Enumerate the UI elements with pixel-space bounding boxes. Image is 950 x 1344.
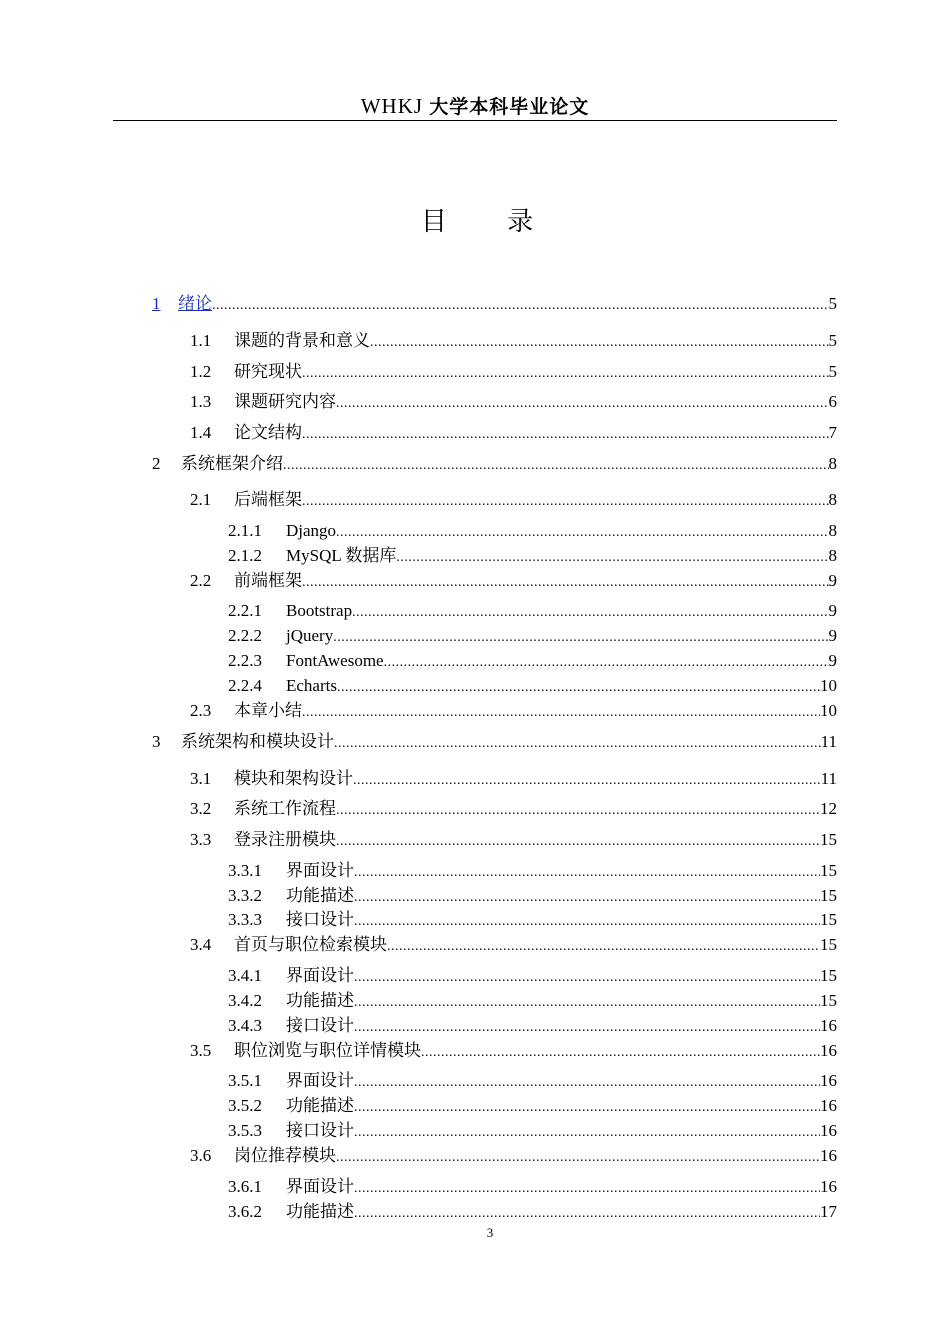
toc-entry-3-4-3[interactable] <box>228 1015 837 1037</box>
toc-entry-page: 15 <box>820 861 837 880</box>
dot-leader <box>387 936 820 958</box>
toc-entry-title: 首页与职位检索模块 <box>234 935 387 954</box>
dot-leader <box>336 831 820 853</box>
toc-entry-2-2-2[interactable] <box>228 625 837 647</box>
toc-entry-title: Echarts <box>286 676 337 695</box>
dot-leader <box>353 770 821 792</box>
dot-leader <box>370 332 829 354</box>
toc-entry-2-1-2[interactable] <box>228 545 837 567</box>
toc-entry-page: 7 <box>828 423 837 442</box>
toc-entry-1-4[interactable] <box>190 422 837 444</box>
toc-entry-3-3-1[interactable] <box>228 860 837 882</box>
toc-entry-title: 论文结构 <box>234 423 302 442</box>
toc-entry-page: 5 <box>828 331 837 350</box>
toc-entry-number: 3.3.3 <box>228 910 262 929</box>
toc-entry-number: 3.4.1 <box>228 966 262 985</box>
dot-leader <box>302 572 829 594</box>
toc-entry-number: 2.1 <box>190 490 212 509</box>
toc-entry-title: 后端框架 <box>234 490 302 509</box>
toc-entry-title: 界面设计 <box>286 1071 354 1090</box>
toc-entry-page: 9 <box>828 651 837 670</box>
dot-leader <box>302 702 820 724</box>
toc-entry-title: 前端框架 <box>234 571 302 590</box>
toc-entry-title: FontAwesome <box>286 651 384 670</box>
toc-entry-page: 16 <box>820 1041 837 1060</box>
toc-entry-title: 功能描述 <box>286 991 354 1010</box>
toc-entry-title: 界面设计 <box>286 966 354 985</box>
dot-leader <box>336 522 828 544</box>
toc-entry-3-5-2[interactable] <box>228 1095 837 1117</box>
dot-leader <box>354 1017 820 1039</box>
toc-entry-3-3-2[interactable] <box>228 885 837 907</box>
toc-entry-title: 界面设计 <box>286 1177 354 1196</box>
toc-entry-3-6-1[interactable] <box>228 1176 837 1198</box>
toc-entry-number: 3.2 <box>190 799 212 818</box>
toc-entry-3-3[interactable] <box>190 829 837 851</box>
toc-entry-page: 16 <box>820 1146 837 1165</box>
toc-entry-title[interactable]: 绪论 <box>178 294 212 313</box>
toc-entry-title: 登录注册模块 <box>234 830 336 849</box>
toc-entry-2-1-1[interactable] <box>228 520 837 542</box>
dot-leader <box>336 393 829 415</box>
toc-entry-page: 5 <box>828 294 837 313</box>
dot-leader <box>283 455 829 477</box>
toc-entry-2-2-3[interactable] <box>228 650 837 672</box>
dot-leader <box>354 1072 820 1094</box>
dot-leader <box>302 424 829 446</box>
toc-entry-title: Bootstrap <box>286 601 353 620</box>
toc-entry-number: 2.1.1 <box>228 521 262 540</box>
toc-entry-title: 课题研究内容 <box>234 392 336 411</box>
toc-entry-title: 系统架构和模块设计 <box>181 732 334 751</box>
toc-entry-2[interactable] <box>152 453 837 475</box>
toc-entry-3-4-2[interactable] <box>228 990 837 1012</box>
toc-entry-page: 10 <box>820 676 837 695</box>
toc-entry-page: 15 <box>820 935 837 954</box>
dot-leader <box>333 627 828 649</box>
toc-entry-number: 3.3.2 <box>228 886 262 905</box>
dot-leader <box>212 295 829 317</box>
toc-entry-page: 16 <box>820 1177 837 1196</box>
toc-entry-page: 8 <box>828 546 837 565</box>
dot-leader <box>384 652 829 674</box>
toc-entry-3-4-1[interactable] <box>228 965 837 987</box>
toc-entry-title: 研究现状 <box>234 362 302 381</box>
toc-entry-number: 2.2.3 <box>228 651 262 670</box>
toc-entry-title: MySQL 数据库 <box>286 546 397 565</box>
toc-entry-number: 3.3 <box>190 830 212 849</box>
toc-entry-page: 9 <box>828 601 837 620</box>
toc-entry-page: 6 <box>828 392 837 411</box>
toc-entry-2-2-1[interactable] <box>228 600 837 622</box>
toc-entry-number: 3.6.1 <box>228 1177 262 1196</box>
toc-entry-number: 3.5.2 <box>228 1096 262 1115</box>
toc-entry-1-2[interactable] <box>190 361 837 383</box>
toc-entry-page: 15 <box>820 991 837 1010</box>
toc-entry-1-1[interactable] <box>190 330 837 352</box>
dot-leader <box>354 992 820 1014</box>
toc-entry-title: jQuery <box>286 626 334 645</box>
dot-leader <box>336 1147 820 1169</box>
toc-entry-number: 1.3 <box>190 392 212 411</box>
toc-entry-3-5[interactable] <box>190 1040 837 1062</box>
running-header <box>0 92 950 119</box>
toc-entry-number: 3.6.2 <box>228 1202 262 1221</box>
toc-entry-page: 9 <box>828 626 837 645</box>
dot-leader <box>354 887 820 909</box>
toc-entry-2-1[interactable] <box>190 489 837 511</box>
dot-leader <box>396 547 828 569</box>
toc-entry-title: 职位浏览与职位详情模块 <box>234 1041 421 1060</box>
toc-entry-number: 3.4.3 <box>228 1016 262 1035</box>
toc-entry-number: 2.3 <box>190 701 212 720</box>
toc-entry-title: 接口设计 <box>286 910 354 929</box>
toc-entry-title: 功能描述 <box>286 886 354 905</box>
toc-entry-number: 2.2 <box>190 571 212 590</box>
dot-leader <box>354 1203 820 1225</box>
toc-entry-page: 15 <box>820 830 837 849</box>
toc-entry-3-5-3[interactable] <box>228 1120 837 1142</box>
toc-entry-title: 功能描述 <box>286 1202 354 1221</box>
toc-entry-number: 3.3.1 <box>228 861 262 880</box>
toc-entry-title: 系统框架介绍 <box>181 454 283 473</box>
toc-entry-2-2[interactable] <box>190 570 837 592</box>
toc-entry-page: 15 <box>820 886 837 905</box>
dot-leader <box>336 800 820 822</box>
dot-leader <box>354 911 820 933</box>
toc-entry-3-6[interactable] <box>190 1145 837 1167</box>
toc-entry-page: 10 <box>820 701 837 720</box>
toc-entry-title: 接口设计 <box>286 1016 354 1035</box>
toc-entry-number: 3.6 <box>190 1146 212 1165</box>
toc-entry-number: 3.4 <box>190 935 212 954</box>
toc-entry-page: 15 <box>820 966 837 985</box>
toc-entry-3-2[interactable] <box>190 798 837 820</box>
toc-entry-3-4[interactable] <box>190 934 837 956</box>
toc-entry-page: 8 <box>828 521 837 540</box>
toc-entry-number: 3.5.1 <box>228 1071 262 1090</box>
toc-entry-3[interactable] <box>152 731 837 753</box>
toc-entry-number: 1.2 <box>190 362 212 381</box>
toc-entry-number: 2 <box>152 454 161 473</box>
toc-entry-3-6-2[interactable] <box>228 1201 837 1223</box>
toc-entry-title: 模块和架构设计 <box>234 769 353 788</box>
toc-entry-3-5-1[interactable] <box>228 1070 837 1092</box>
toc-entry-page: 16 <box>820 1096 837 1115</box>
toc-entry-title: 功能描述 <box>286 1096 354 1115</box>
toc-entry-number: 3 <box>152 732 161 751</box>
toc-entry-1[interactable] <box>152 293 837 315</box>
toc-entry-title: 岗位推荐模块 <box>234 1146 336 1165</box>
toc-entry-number: 3.4.2 <box>228 991 262 1010</box>
toc-entry-3-3-3[interactable] <box>228 909 837 931</box>
page-number: 3 <box>486 1225 494 1240</box>
toc-entry-page: 16 <box>820 1121 837 1140</box>
toc-entry-1-3[interactable] <box>190 391 837 413</box>
toc-entry-title: 本章小结 <box>234 701 302 720</box>
toc-entry-title: 系统工作流程 <box>234 799 336 818</box>
dot-leader <box>354 967 820 989</box>
dot-leader <box>354 1097 820 1119</box>
toc-entry-page: 8 <box>828 490 837 509</box>
dot-leader <box>352 602 828 624</box>
toc-entry-page: 16 <box>820 1071 837 1090</box>
toc-entry-number: 3.5 <box>190 1041 212 1060</box>
toc-entry-page: 12 <box>820 799 837 818</box>
toc-entry-title: 接口设计 <box>286 1121 354 1140</box>
toc-entry-page: 17 <box>820 1202 837 1221</box>
dot-leader <box>354 1178 820 1200</box>
toc-entry-2-3[interactable] <box>190 700 837 722</box>
toc-entry-number: 3.5.3 <box>228 1121 262 1140</box>
toc-entry-page: 15 <box>820 910 837 929</box>
toc-entry-number: 1.1 <box>190 331 212 350</box>
dot-leader <box>337 677 820 699</box>
toc-entry-page: 16 <box>820 1016 837 1035</box>
dot-leader <box>421 1042 820 1064</box>
dot-leader <box>354 862 820 884</box>
toc-entry-number[interactable]: 1 <box>152 294 161 313</box>
toc-entry-number: 3.1 <box>190 769 212 788</box>
dot-leader <box>354 1122 820 1144</box>
toc-entry-number: 2.2.2 <box>228 626 262 645</box>
toc-entry-page: 11 <box>820 732 837 751</box>
toc-entry-title: Django <box>286 521 337 540</box>
dot-leader <box>334 733 821 755</box>
toc-entry-number: 2.2.1 <box>228 601 262 620</box>
toc-entry-number: 2.1.2 <box>228 546 262 565</box>
toc-entry-page: 11 <box>820 769 837 788</box>
toc-entry-title: 课题的背景和意义 <box>234 331 370 350</box>
toc-entry-page: 5 <box>828 362 837 381</box>
toc-entry-page: 8 <box>828 454 837 473</box>
header-divider <box>113 120 837 121</box>
toc-title: 目 录 <box>420 207 560 237</box>
toc-entry-3-1[interactable] <box>190 768 837 790</box>
toc-entry-number: 2.2.4 <box>228 676 262 695</box>
dot-leader <box>302 363 829 385</box>
header-latin: WHKJ <box>360 94 424 118</box>
header-cjk: 大学本科毕业论文 <box>429 96 590 118</box>
toc-entry-2-2-4[interactable] <box>228 675 837 697</box>
dot-leader <box>302 491 829 513</box>
toc-entry-title: 界面设计 <box>286 861 354 880</box>
toc-entry-number: 1.4 <box>190 423 212 442</box>
toc-entry-page: 9 <box>828 571 837 590</box>
